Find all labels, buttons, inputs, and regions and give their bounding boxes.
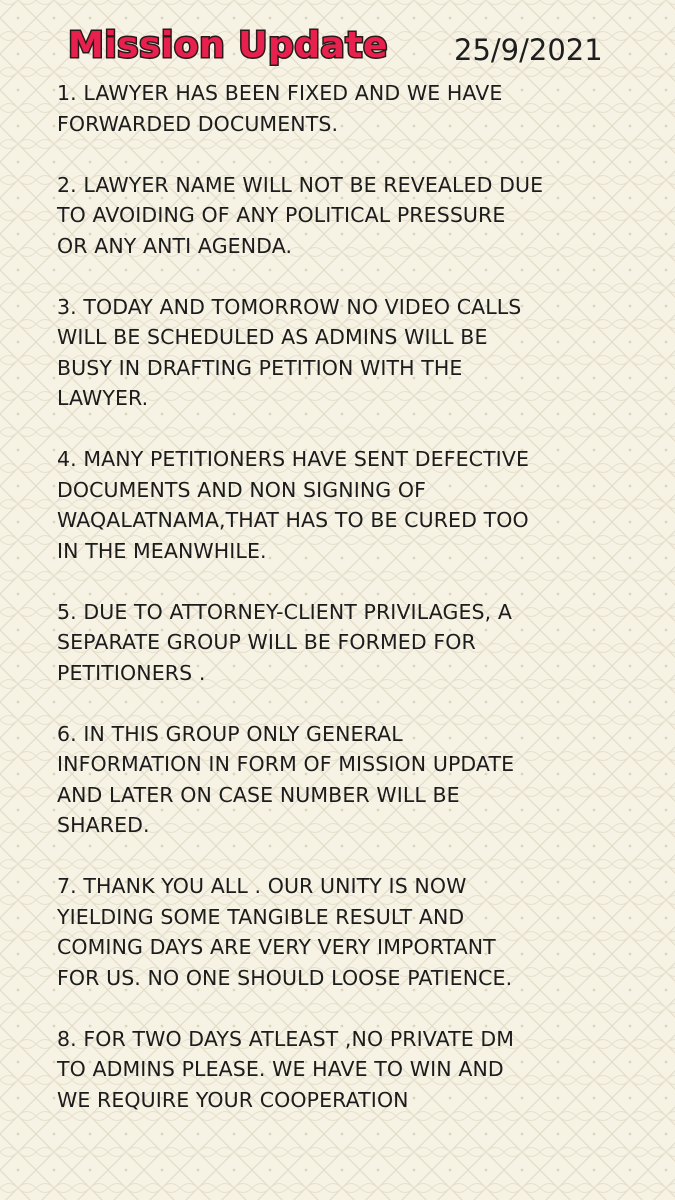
update-item-8: 8. FOR TWO DAYS ATLEAST ,NO PRIVATE DM TO ADMINS PLEASE. WE HAVE TO WIN AND WE REQUIRE YOUR COOPERATION <box>57 1026 515 1112</box>
update-list <box>57 78 657 1146</box>
page-title: Mission Update <box>68 25 388 66</box>
update-date: 25/9/2021 <box>454 33 603 67</box>
update-item-2: 2. LAWYER NAME WILL NOT BE REVEALED DUE TO AVOIDING OF ANY POLITICAL PRESSURE OR ANY ANTI AGENDA. <box>57 172 544 258</box>
header <box>68 22 668 78</box>
update-item-1: 1. LAWYER HAS BEEN FIXED AND WE HAVE FORWARDED DOCUMENTS. <box>57 81 503 136</box>
update-item-7: 7. THANK YOU ALL . OUR UNITY IS NOW YIELDING SOME TANGIBLE RESULT AND COMING DAYS ARE VERY VERY IMPORTANT FOR US. NO ONE SHOULD LOOSE PATIENCE. <box>57 874 513 990</box>
update-item-5: 5. DUE TO ATTORNEY-CLIENT PRIVILAGES, A SEPARATE GROUP WILL BE FORMED FOR PETITIONERS . <box>57 599 512 685</box>
update-item-3: 3. TODAY AND TOMORROW NO VIDEO CALLS WILL BE SCHEDULED AS ADMINS WILL BE BUSY IN DRAFTING PETITION WITH THE LAWYER. <box>57 294 522 410</box>
update-item-4: 4. MANY PETITIONERS HAVE SENT DEFECTIVE DOCUMENTS AND NON SIGNING OF WAQALATNAMA,THAT HAS TO BE CURED TOO IN THE MEANWHILE. <box>57 447 530 563</box>
update-item-6: 6. IN THIS GROUP ONLY GENERAL INFORMATION IN FORM OF MISSION UPDATE AND LATER ON CASE NUMBER WILL BE SHARED. <box>57 721 515 837</box>
